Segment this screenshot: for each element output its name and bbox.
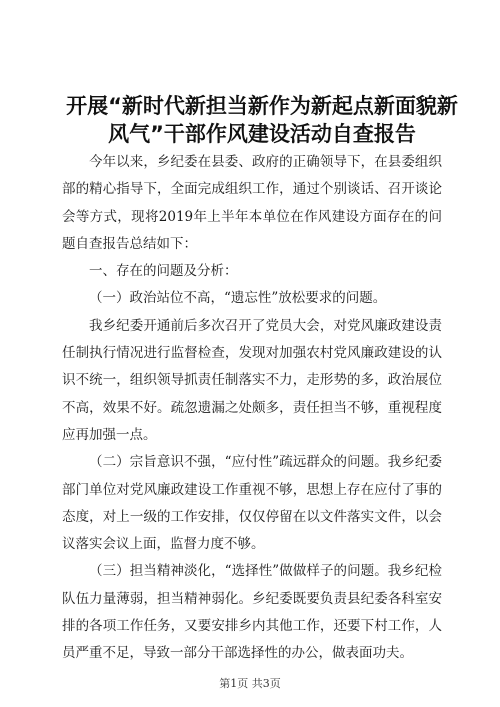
page-number-footer: 第1页 共3页	[219, 677, 281, 690]
paragraph-analysis-2: （二）宗旨意识不强，“应付性”疏远群众的问题。我乡纪委部门单位对党风廉政建设工作重视不够，思想上存在应付了事的态度，对上一级的工作安排，仅仅停留在以文件落实文件，以会议落实会议上面，监督力度不够。	[62, 454, 442, 553]
subsection-heading-1: （一）政治站位不高，“遗忘性”放松要求的问题。	[89, 290, 387, 307]
paragraph-analysis-3: （三）担当精神淡化，“选择性”做做样子的问题。我乡纪检队伍力量薄弱，担当精神弱化。乡纪委既要负责县纪委各科室安排的各项工作任务，又要安排乡内其他工作，还要下村工作，人员严重不足，导致一部分干部选择性的办公，做表面功夫。	[62, 563, 442, 662]
document-title: 开展“新时代新担当新作为新起点新面貌新风气”干部作风建设活动自查报告	[66, 94, 458, 146]
paragraph-analysis-1: 我乡纪委开通前后多次召开了党员大会，对党风廉政建设责任制执行情况进行监督检查，发现对加强农村党风廉政建设的认识不统一，组织领导抓责任制落实不力，走形势的多，政治展位不高，效果不好。疏忽遗漏之处颇多，责任担当不够，重视程度应再加强一点。	[62, 317, 442, 443]
paragraph-intro: 今年以来，乡纪委在县委、政府的正确领导下，在县委组织部的精心指导下，全面完成组织工作，通过个别谈话、召开谈论会等方式，现将2019年上半年本单位在作风建设方面存在的问题自查报告总结如下：	[62, 154, 442, 252]
section-heading: 一、存在的问题及分析：	[89, 263, 238, 280]
document-body	[62, 149, 442, 668]
